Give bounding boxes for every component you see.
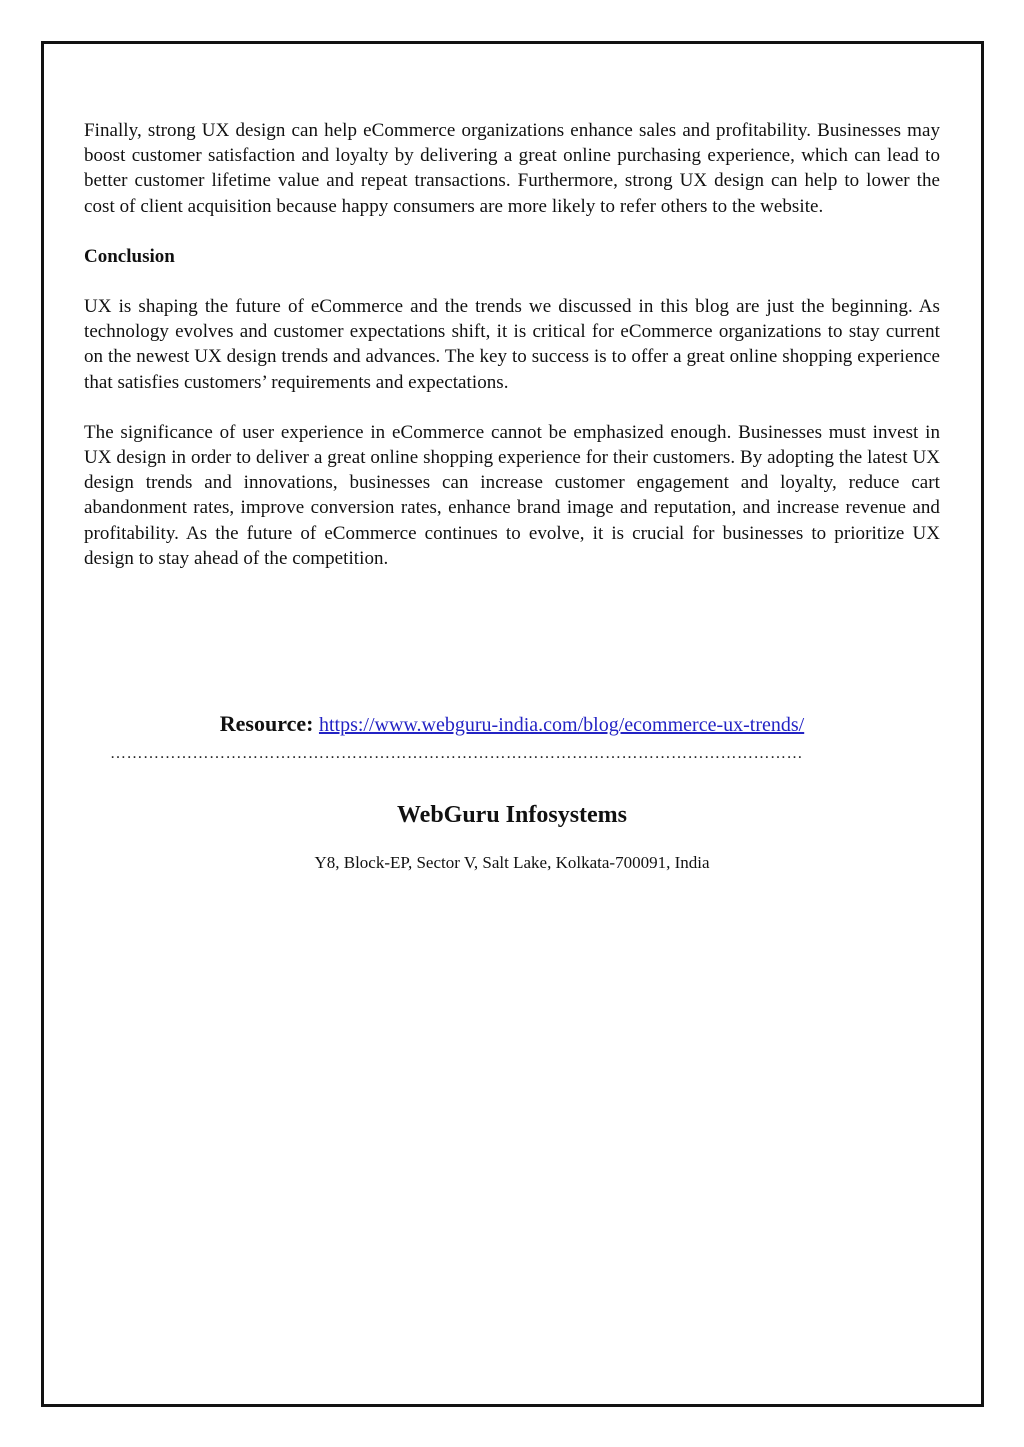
company-name: WebGuru Infosystems [396, 802, 628, 828]
paragraph-profitability: Finally, strong UX design can help eCommerce organizations enhance sales and profitability. Businesses may boost customer satisfaction and loyalty by delivering a great online purchasing experience, which can lead to better customer lifetime value and repeat transactions. Furthermore, strong UX design can help to lower the cost of client acquisition because happy consumers are more likely to refer others to the website. [84, 120, 940, 217]
document-body [84, 118, 940, 596]
resource-label: Resource: [219, 711, 314, 736]
resource-link[interactable]: https://www.webguru-india.com/blog/ecommerce-ux-trends/ [318, 714, 805, 736]
conclusion-heading: Conclusion [84, 245, 175, 267]
resource-line [0, 708, 1024, 741]
company-address: Y8, Block-EP, Sector V, Salt Lake, Kolkata-700091, India [314, 853, 710, 872]
dotted-separator: ……………………………………………………………………………………………………………… [110, 745, 803, 762]
paragraph-conclusion: UX is shaping the future of eCommerce and the trends we discussed in this blog are just the beginning. As technology evolves and customer expectations shift, it is critical for eCommerce organizations to stay current on the newest UX design trends and advances. The key to success is to offer a great online shopping experience that satisfies customers’ requirements and expectations. [84, 296, 940, 393]
paragraph-significance: The significance of user experience in eCommerce cannot be emphasized enough. Businesses must invest in UX design in order to deliver a great online shopping experience for their customers. By adopting the latest UX design trends and innovations, businesses can increase customer engagement and loyalty, reduce cart abandonment rates, improve conversion rates, enhance brand image and reputation, and increase revenue and profitability. As the future of eCommerce continues to evolve, it is crucial for businesses to prioritize UX design to stay ahead of the competition. [84, 421, 940, 569]
